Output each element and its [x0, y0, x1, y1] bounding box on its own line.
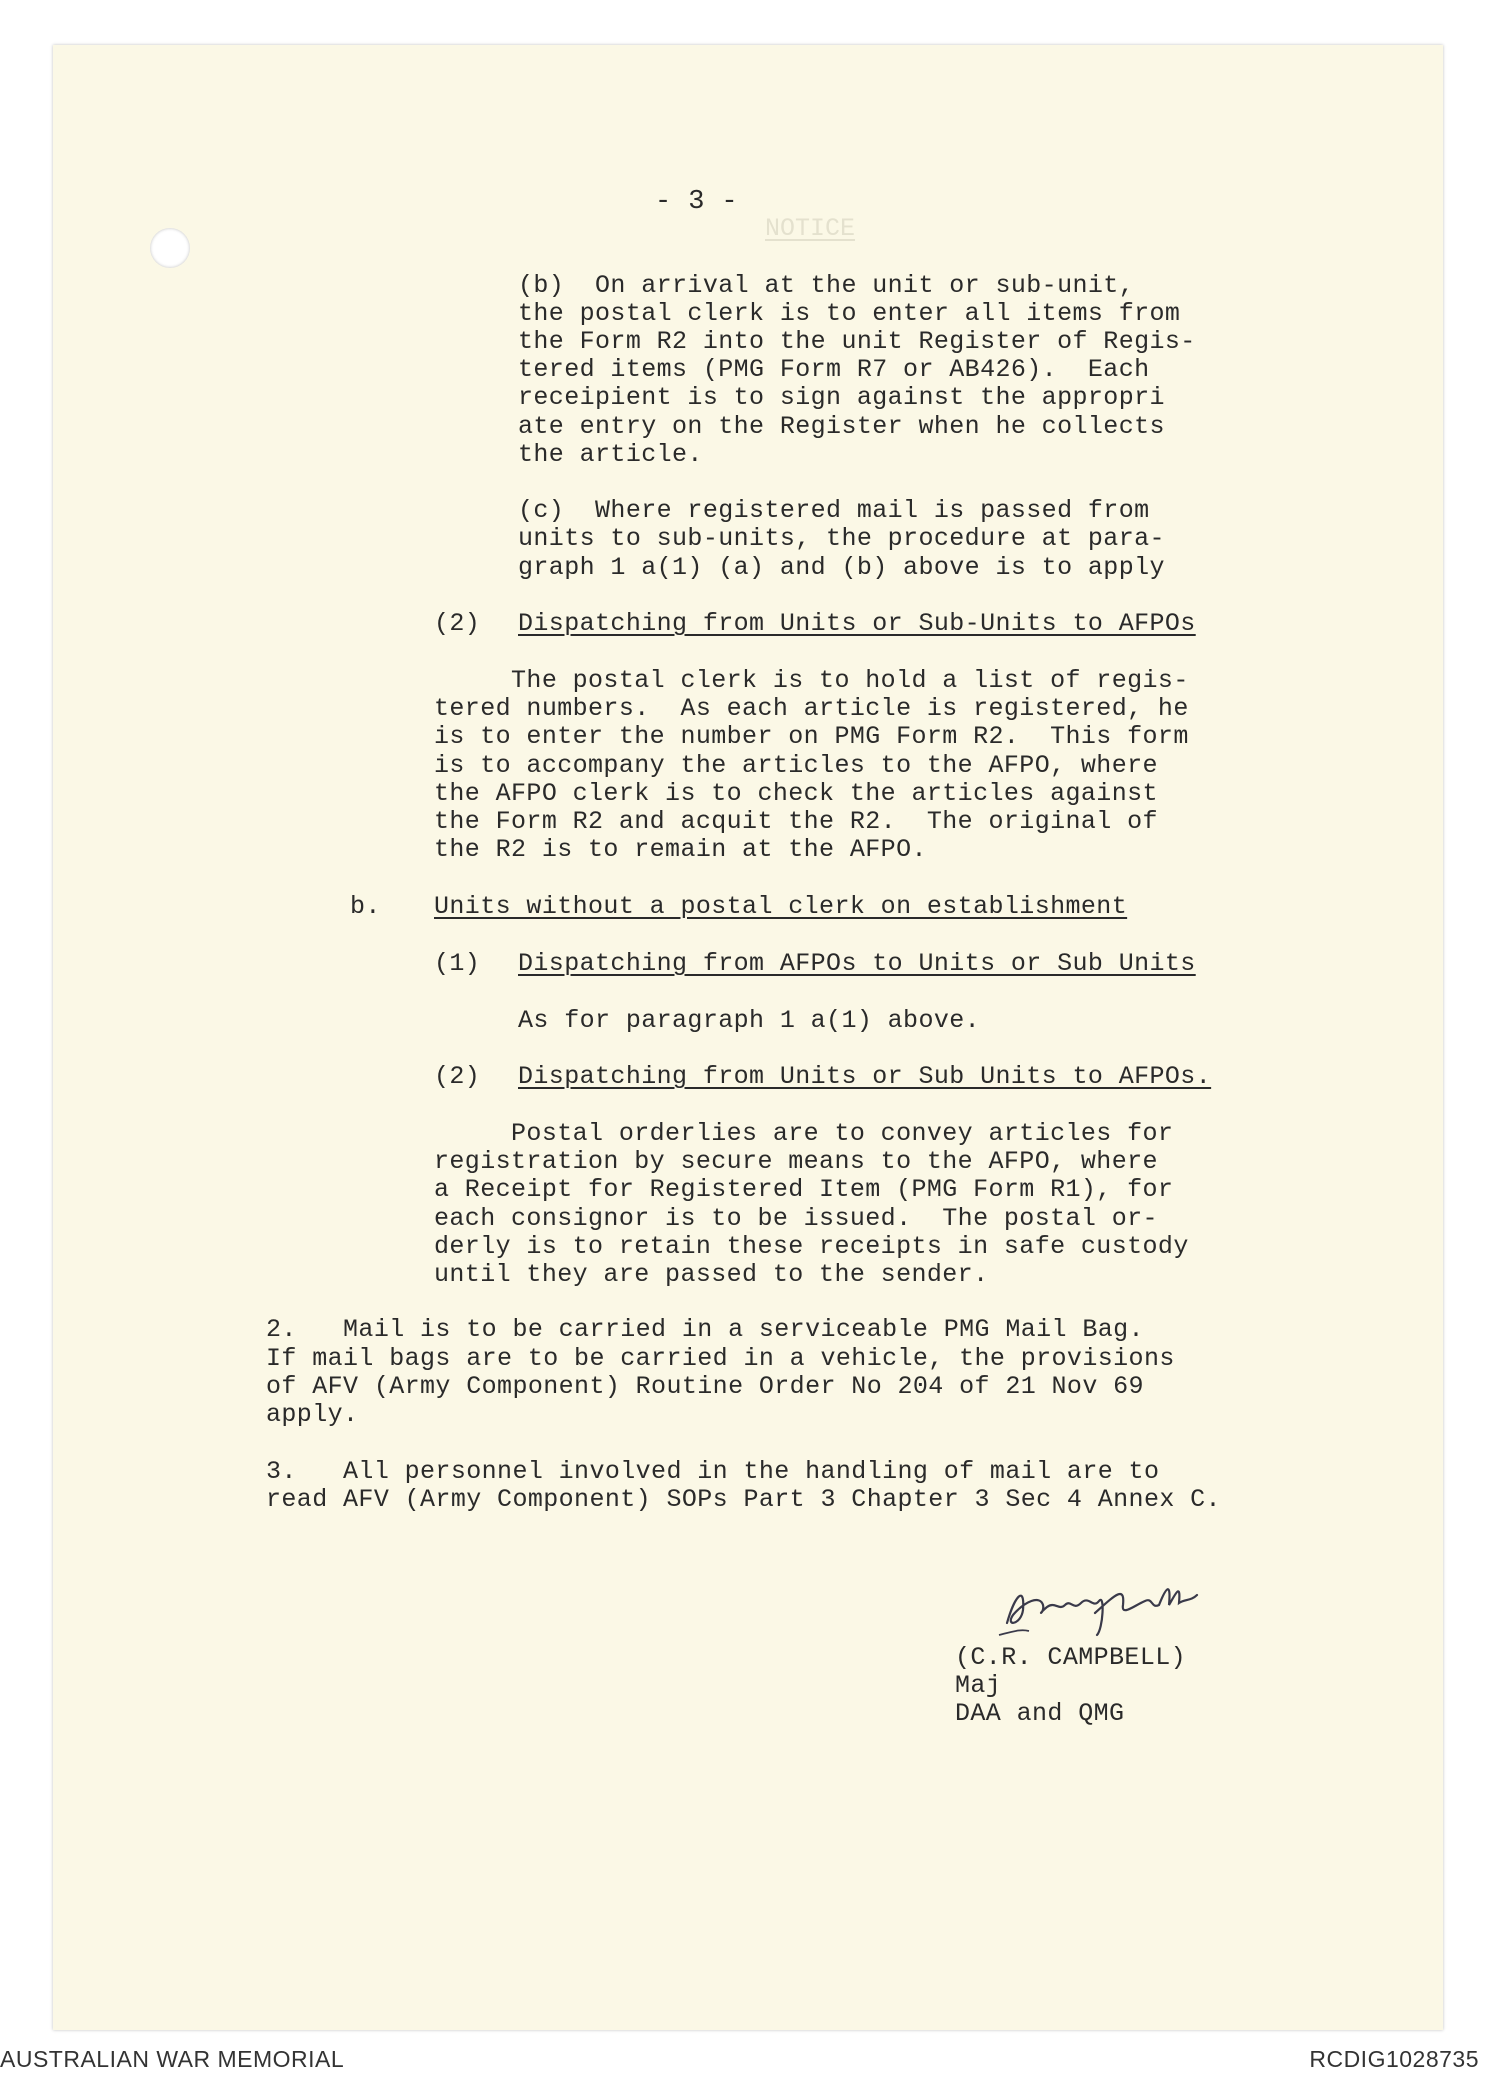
page-number: - 3 - [655, 187, 739, 217]
paragraph-letter: b. [350, 892, 381, 921]
footer-catalog-id: RCDIG1028735 [1309, 2046, 1479, 2072]
text-line: of AFV (Army Component) Routine Order No 204 of 21 Nov 69 [266, 1372, 1144, 1401]
text-line: registration by secure means to the AFPO, where [434, 1147, 1158, 1176]
text-line: the Form R2 and acquit the R2. The original of [434, 807, 1158, 836]
text-line: derly is to retain these receipts in safe custody [434, 1232, 1189, 1261]
signatory-name: (C.R. CAMPBELL) [955, 1643, 1187, 1672]
text-line: 3. All personnel involved in the handling of mail are to [266, 1457, 1160, 1486]
text-line: a Receipt for Registered Item (PMG Form R1), for [434, 1175, 1174, 1204]
signatory-appointment: DAA and QMG [955, 1699, 1125, 1728]
text-line: 2. Mail is to be carried in a serviceable PMG Mail Bag. [266, 1315, 1144, 1344]
text-line: If mail bags are to be carried in a vehicle, the provisions [266, 1344, 1175, 1373]
paragraph-heading: Units without a postal clerk on establishment [434, 892, 1128, 921]
text-line: the postal clerk is to enter all items from [518, 299, 1181, 328]
footer-archive-name: AUSTRALIAN WAR MEMORIAL [0, 2046, 345, 2072]
text-line: the AFPO clerk is to check the articles against [434, 779, 1158, 808]
sub-paragraph-number: (2) [434, 609, 481, 638]
text-line: apply. [266, 1400, 359, 1429]
sub-paragraph-number: (1) [434, 949, 481, 978]
sub-paragraph-heading: Dispatching from Units or Sub-Units to AFPOs [518, 609, 1196, 638]
sub-paragraph-number: (2) [434, 1062, 481, 1091]
text-line: until they are passed to the sender. [434, 1260, 989, 1289]
signatory-rank: Maj [955, 1671, 1002, 1700]
text-line: is to accompany the articles to the AFPO, where [434, 751, 1158, 780]
text-line: As for paragraph 1 a(1) above. [518, 1006, 981, 1035]
sub-paragraph-heading: Dispatching from AFPOs to Units or Sub Units [518, 949, 1196, 978]
text-line: ate entry on the Register when he collects [518, 412, 1165, 441]
text-line: tered numbers. As each article is registered, he [434, 694, 1189, 723]
text-line: (b) On arrival at the unit or sub-unit, [518, 271, 1135, 300]
reverse-heading: NOTICE [765, 214, 856, 243]
text-line: the article. [518, 440, 703, 469]
text-line: read AFV (Army Component) SOPs Part 3 Chapter 3 Sec 4 Annex C. [266, 1485, 1221, 1514]
text-line: (c) Where registered mail is passed from [518, 496, 1150, 525]
text-line: the Form R2 into the unit Register of Regis- [518, 327, 1196, 356]
text-line: the R2 is to remain at the AFPO. [434, 835, 927, 864]
text-line: Postal orderlies are to convey articles for [434, 1119, 1174, 1148]
text-line: is to enter the number on PMG Form R2. This form [434, 722, 1189, 751]
text-line: graph 1 a(1) (a) and (b) above is to apply [518, 553, 1165, 582]
text-line: each consignor is to be issued. The postal or- [434, 1204, 1158, 1233]
text-line: units to sub-units, the procedure at para- [518, 524, 1165, 553]
text-line: The postal clerk is to hold a list of regis- [434, 666, 1189, 695]
handwritten-signature [985, 1565, 1245, 1645]
punch-hole [150, 228, 190, 268]
text-line: tered items (PMG Form R7 or AB426). Each [518, 355, 1150, 384]
text-line: receipient is to sign against the appropri [518, 383, 1165, 412]
sub-paragraph-heading: Dispatching from Units or Sub Units to AFPOs. [518, 1062, 1212, 1091]
